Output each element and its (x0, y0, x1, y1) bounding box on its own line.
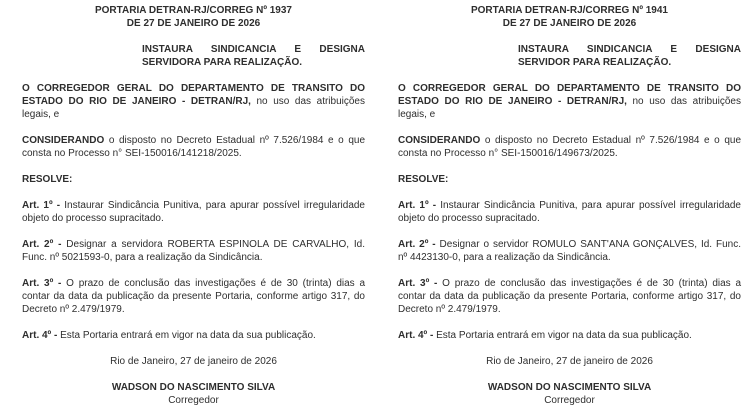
article-4-label: Art. 4º - (398, 330, 434, 341)
considerando-paragraph (398, 134, 741, 160)
article-3 (22, 277, 365, 316)
article-4 (398, 329, 741, 342)
article-1 (398, 199, 741, 225)
preamble-rest: no uso das atribuições legais, e (22, 96, 365, 120)
portaria-title-line1: PORTARIA DETRAN-RJ/CORREG Nº 1937 (94, 5, 292, 16)
signature-role: Corregedor (168, 395, 219, 406)
resolve-label: RESOLVE: (22, 174, 73, 185)
article-3-text: O prazo de conclusão das investigações é de 30 (trinta) dias a contar da data da publicação da presente Portaria, conforme artigo 317, do Decreto nº 2.479/1979. (22, 278, 366, 315)
article-4-text: Esta Portaria entrará em vigor na data da sua publicação. (60, 330, 316, 341)
article-4-label: Art. 4º - (22, 330, 58, 341)
portaria-epigraph: INSTAURA SINDICANCIA E DESIGNA SERVIDOR PARA REALIZAÇÃO. (518, 44, 741, 68)
considerando-text: o disposto no Decreto Estadual nº 7.526/1984 e o que consta no Processo n° SEI-150016/149673/2025. (398, 135, 742, 159)
article-3-text: O prazo de conclusão das investigações é de 30 (trinta) dias a contar da data da publicação da presente Portaria, conforme artigo 317, do Decreto nº 2.479/1979. (398, 278, 742, 315)
article-4-text: Esta Portaria entrará em vigor na data da sua publicação. (436, 330, 692, 341)
preamble-rest: no uso das atribuições legais, e (398, 96, 741, 120)
portaria-title-line2: DE 27 DE JANEIRO DE 2026 (502, 18, 637, 29)
article-2 (22, 238, 365, 264)
date-line: Rio de Janeiro, 27 de janeiro de 2026 (486, 356, 653, 367)
considerando-paragraph (22, 134, 365, 160)
resolve-label: RESOLVE: (398, 174, 449, 185)
portaria-title-line2: DE 27 DE JANEIRO DE 2026 (126, 18, 261, 29)
preamble-authority: O CORREGEDOR GERAL DO DEPARTAMENTO DE TRANSITO DO ESTADO DO RIO DE JANEIRO - DETRAN/RJ, (398, 83, 741, 107)
article-1 (22, 199, 365, 225)
article-2-label: Art. 2º - (22, 239, 62, 250)
article-3-label: Art. 3º - (398, 278, 438, 289)
portaria-epigraph: INSTAURA SINDICANCIA E DESIGNA SERVIDORA PARA REALIZAÇÃO. (142, 44, 365, 68)
portaria-title-line1: PORTARIA DETRAN-RJ/CORREG Nº 1941 (470, 5, 668, 16)
article-2 (398, 238, 741, 264)
article-4 (22, 329, 365, 342)
article-2-text: Designar a servidora ROBERTA ESPINOLA DE CARVALHO, Id. Func. nº 5021593-0, para a realização da Sindicância. (22, 239, 366, 263)
article-1-label: Art. 1º - (398, 200, 437, 211)
considerando-label: CONSIDERANDO (398, 135, 481, 146)
signature-block (22, 381, 365, 407)
article-2-label: Art. 2º - (398, 239, 436, 250)
signature-block (398, 381, 741, 407)
article-1-label: Art. 1º - (22, 200, 61, 211)
preamble-authority: O CORREGEDOR GERAL DO DEPARTAMENTO DE TRANSITO DO ESTADO DO RIO DE JANEIRO - DETRAN/RJ, (22, 83, 365, 107)
article-1-text: Instaurar Sindicância Punitiva, para apurar possível irregularidade objeto do processo supracitado. (398, 200, 741, 224)
portaria-column-1941 (398, 4, 741, 407)
signature-role: Corregedor (544, 395, 595, 406)
portaria-column-1937 (22, 4, 365, 407)
preamble-paragraph (398, 82, 741, 121)
portaria-title (22, 4, 365, 30)
considerando-text: o disposto no Decreto Estadual nº 7.526/1984 e o que consta no Processo n° SEI-150016/141218/2025. (22, 135, 366, 159)
article-2-text: Designar o servidor ROMULO SANT'ANA GONÇALVES, Id. Func. nº 4423130-0, para a realização da Sindicância. (398, 239, 741, 263)
article-1-text: Instaurar Sindicância Punitiva, para apurar possível irregularidade objeto do processo supracitado. (22, 200, 365, 224)
portaria-title (398, 4, 741, 30)
article-3-label: Art. 3º - (22, 278, 62, 289)
considerando-label: CONSIDERANDO (22, 135, 105, 146)
signature-name: WADSON DO NASCIMENTO SILVA (487, 382, 652, 393)
date-line: Rio de Janeiro, 27 de janeiro de 2026 (110, 356, 277, 367)
article-3 (398, 277, 741, 316)
signature-name: WADSON DO NASCIMENTO SILVA (111, 382, 276, 393)
preamble-paragraph (22, 82, 365, 121)
